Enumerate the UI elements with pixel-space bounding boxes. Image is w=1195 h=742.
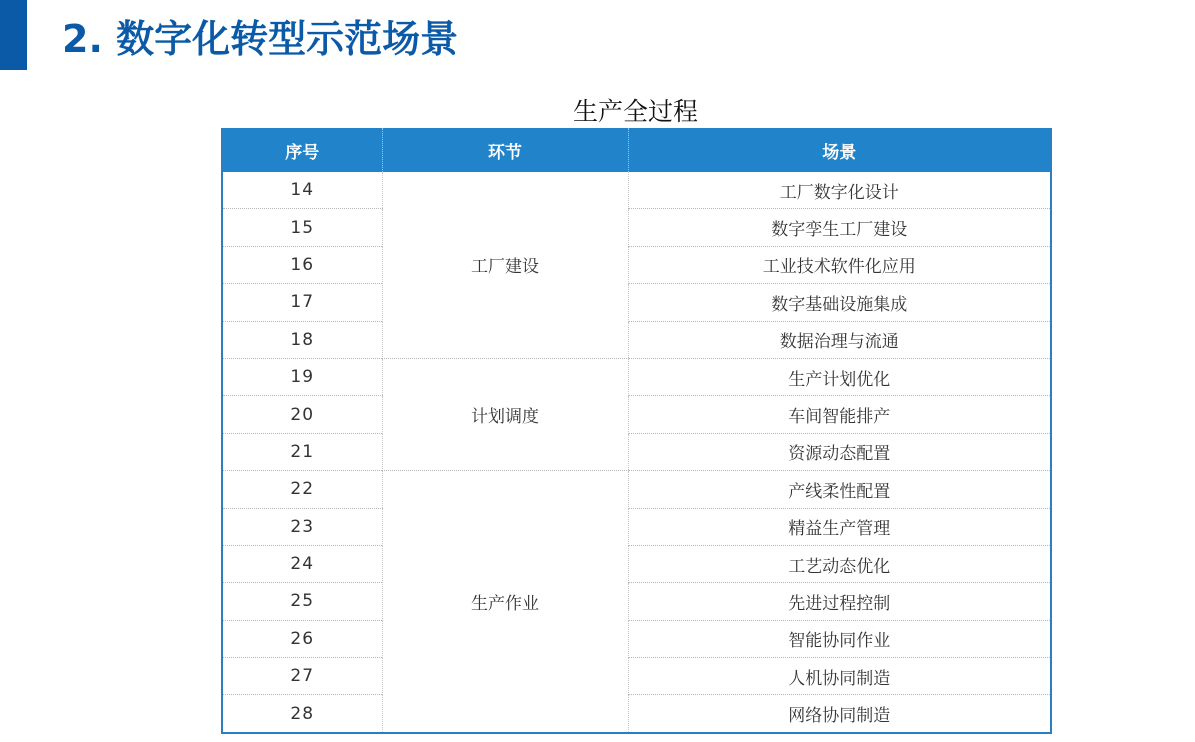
- scene-cell: 资源动态配置: [628, 433, 1051, 470]
- table-row: [222, 246, 1051, 283]
- header-scene: 场景: [628, 128, 1051, 172]
- row-number: 26: [222, 620, 382, 657]
- table-row: [222, 471, 1051, 508]
- row-number: 23: [222, 508, 382, 545]
- row-number: 21: [222, 433, 382, 470]
- page-title: 2. 数字化转型示范场景: [62, 17, 459, 61]
- scene-cell: 智能协同作业: [628, 620, 1051, 657]
- table-row: [222, 545, 1051, 582]
- table-row: [222, 209, 1051, 246]
- stage-cell: 工厂建设: [382, 172, 628, 358]
- scene-cell: 生产计划优化: [628, 358, 1051, 395]
- scene-cell: 车间智能排产: [628, 396, 1051, 433]
- table-row: [222, 433, 1051, 470]
- table-row: [222, 658, 1051, 695]
- scene-cell: 数字孪生工厂建设: [628, 209, 1051, 246]
- title-accent-bar: [0, 0, 27, 70]
- scene-cell: 数据治理与流通: [628, 321, 1051, 358]
- row-number: 25: [222, 583, 382, 620]
- scene-cell: 先进过程控制: [628, 583, 1051, 620]
- scene-table: [221, 128, 1052, 734]
- row-number: 17: [222, 284, 382, 321]
- table-row: [222, 172, 1051, 209]
- scene-cell: 精益生产管理: [628, 508, 1051, 545]
- stage-cell: 计划调度: [382, 358, 628, 470]
- row-number: 20: [222, 396, 382, 433]
- row-number: 15: [222, 209, 382, 246]
- header-num: 序号: [222, 128, 382, 172]
- table-row: [222, 396, 1051, 433]
- table-row: [222, 583, 1051, 620]
- scene-cell: 工业技术软件化应用: [628, 246, 1051, 283]
- table-row: [222, 508, 1051, 545]
- row-number: 28: [290, 703, 315, 724]
- scene-cell: 网络协同制造: [628, 695, 1051, 733]
- table-row: [222, 284, 1051, 321]
- row-number: 16: [222, 246, 382, 283]
- row-number: 27: [222, 658, 382, 695]
- row-number: 14: [222, 172, 382, 209]
- table-caption: 生产全过程: [572, 97, 698, 126]
- table-header-row: [222, 128, 1051, 172]
- row-number: 22: [222, 471, 382, 508]
- table-row: [222, 358, 1051, 395]
- scene-cell: 数字基础设施集成: [628, 284, 1051, 321]
- scene-cell: 人机协同制造: [628, 658, 1051, 695]
- scene-cell: 工艺动态优化: [628, 545, 1051, 582]
- row-number: 18: [222, 321, 382, 358]
- header-stage: 环节: [382, 128, 628, 172]
- scene-cell: 产线柔性配置: [628, 471, 1051, 508]
- table-row: [222, 620, 1051, 657]
- row-number: 19: [222, 358, 382, 395]
- table-row: [222, 321, 1051, 358]
- table-row: [222, 695, 1051, 733]
- scene-cell: 工厂数字化设计: [628, 172, 1051, 209]
- stage-cell: 生产作业: [382, 471, 628, 733]
- row-number: 24: [222, 545, 382, 582]
